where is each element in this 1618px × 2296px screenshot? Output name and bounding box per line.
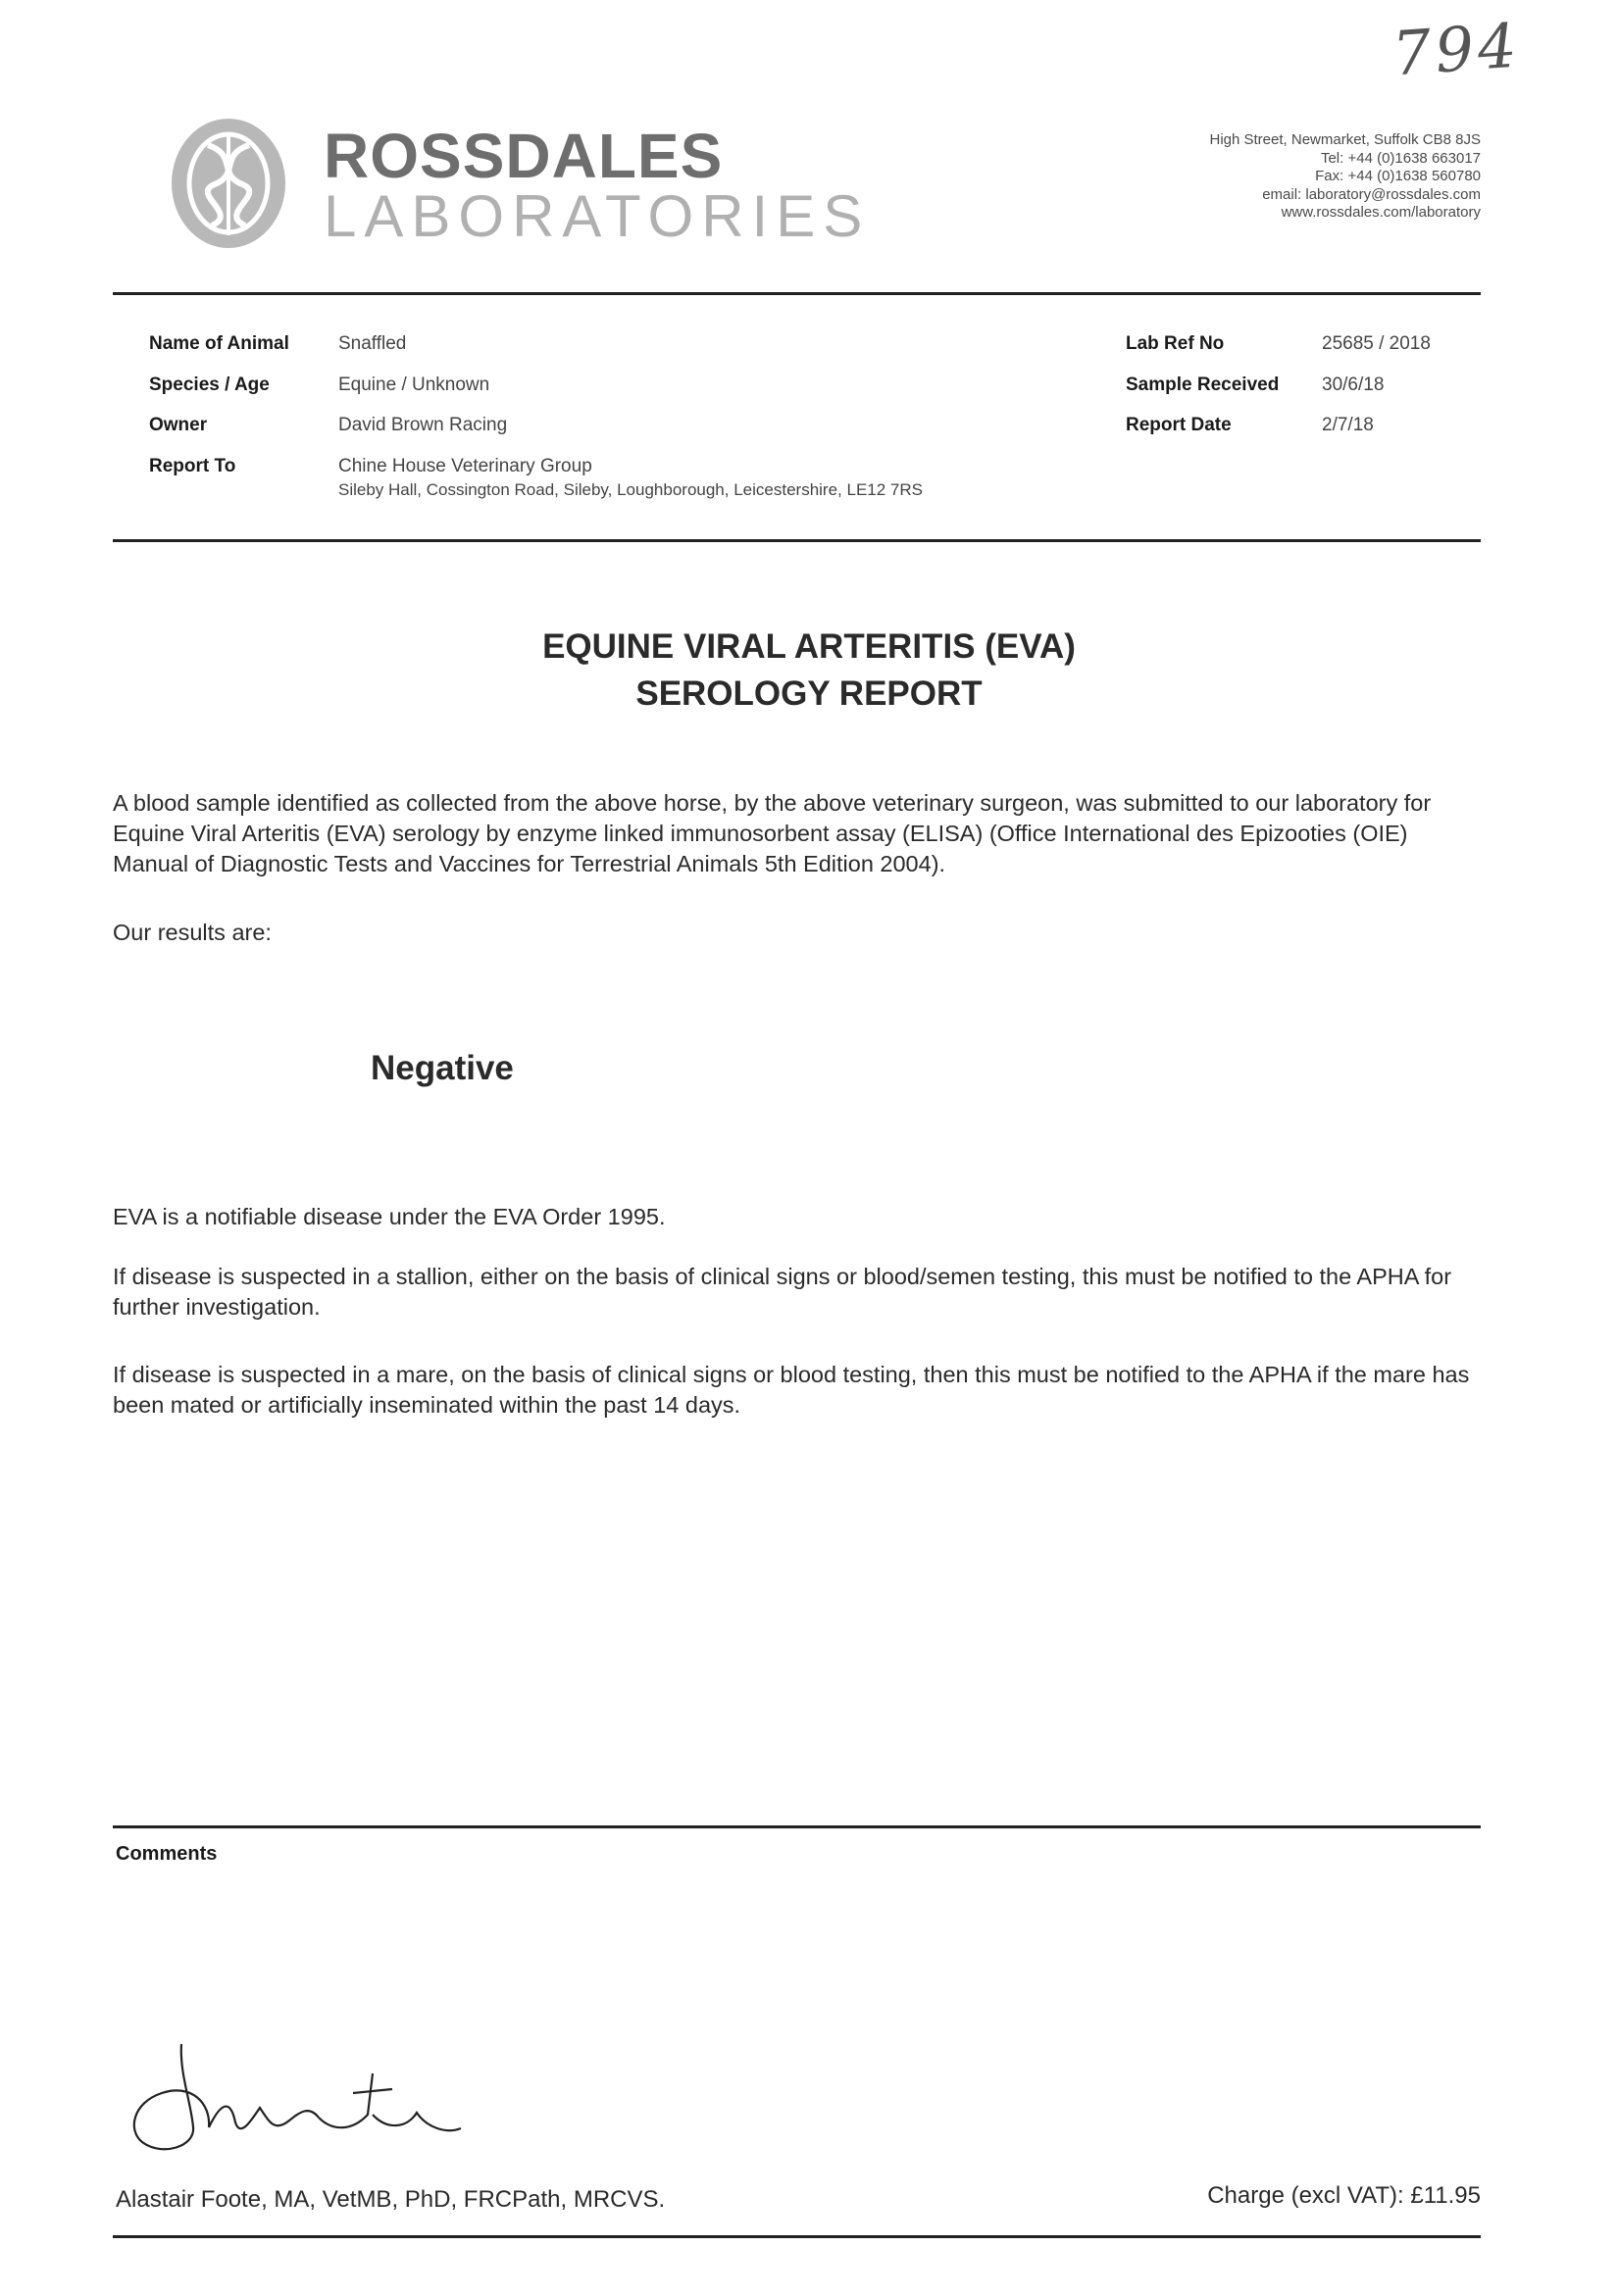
comments-label: Comments — [116, 1843, 218, 1865]
test-result: Negative — [371, 1049, 514, 1087]
logo-wordmark-rossdales: ROSSDALES — [324, 121, 724, 191]
handwritten-page-number: 794 — [1390, 9, 1523, 90]
report-to-label: Report To — [149, 456, 236, 476]
intro-paragraph: A blood sample identified as collected from the above horse, by the above veterinary surgeon, was submitted to our laboratory for Equine Viral Arteritis (EVA) serology by enzyme linked immunosorbent assay (ELISA) (Office International des Epizooties (OIE) Manual of Diagnostic Tests and Vaccines for Terrestrial Animals 5th Edition 2004). — [113, 790, 1432, 876]
sample-received-value: 30/6/18 — [1322, 374, 1385, 395]
lab-ref-label: Lab Ref No — [1126, 333, 1225, 354]
report-title: EQUINE VIRAL ARTERITIS (EVA) — [542, 627, 1076, 666]
owner-label: Owner — [149, 415, 208, 435]
stallion-note: If disease is suspected in a stallion, either on the basis of clinical signs or blood/semen testing, this must be notified to the APHA for further investigation. — [113, 1264, 1452, 1320]
lab-ref-value: 25685 / 2018 — [1322, 333, 1431, 354]
results-intro: Our results are: — [113, 920, 272, 945]
signature-image — [123, 2034, 476, 2162]
species-age-value: Equine / Unknown — [338, 374, 490, 395]
address-phone: Tel: +44 (0)1638 663017 — [1320, 149, 1481, 167]
report-to-address: Sileby Hall, Cossington Road, Sileby, Loughborough, Leicestershire, LE12 7RS — [338, 480, 923, 499]
header-divider — [113, 292, 1481, 295]
logo-wordmark-laboratories: LABORATORIES — [324, 183, 871, 249]
name-of-animal-label: Name of Animal — [149, 333, 289, 354]
name-of-animal-value: Snaffled — [338, 333, 407, 354]
address-website: www.rossdales.com/laboratory — [1281, 204, 1481, 221]
owner-value: David Brown Racing — [338, 415, 508, 435]
address-email: email: laboratory@rossdales.com — [1262, 185, 1481, 203]
address-fax: Fax: +44 (0)1638 560780 — [1315, 168, 1481, 184]
rossdales-logo-icon — [169, 116, 288, 251]
report-date-value: 2/7/18 — [1322, 415, 1374, 435]
mare-note: If disease is suspected in a mare, on the basis of clinical signs or blood testing, then this must be notified to the APHA if the mare has been mated or artificially inseminated within the past 14 days. — [113, 1362, 1470, 1418]
report-date-label: Report Date — [1126, 415, 1232, 435]
report-subtitle: SEROLOGY REPORT — [635, 674, 983, 713]
report-to-practice: Chine House Veterinary Group — [338, 456, 592, 476]
sample-received-label: Sample Received — [1126, 374, 1280, 395]
lab-address-block — [1209, 131, 1481, 223]
comments-divider — [113, 1825, 1481, 1828]
details-divider — [113, 539, 1481, 542]
notifiable-note: EVA is a notifiable disease under the EVA Order 1995. — [113, 1204, 666, 1229]
species-age-label: Species / Age — [149, 374, 270, 395]
charge-amount: Charge (excl VAT): £11.95 — [1207, 2182, 1481, 2209]
footer-divider — [113, 2235, 1481, 2238]
address-line: High Street, Newmarket, Suffolk CB8 8JS — [1209, 131, 1481, 148]
signer-name: Alastair Foote, MA, VetMB, PhD, FRCPath, MRCVS. — [116, 2186, 666, 2213]
